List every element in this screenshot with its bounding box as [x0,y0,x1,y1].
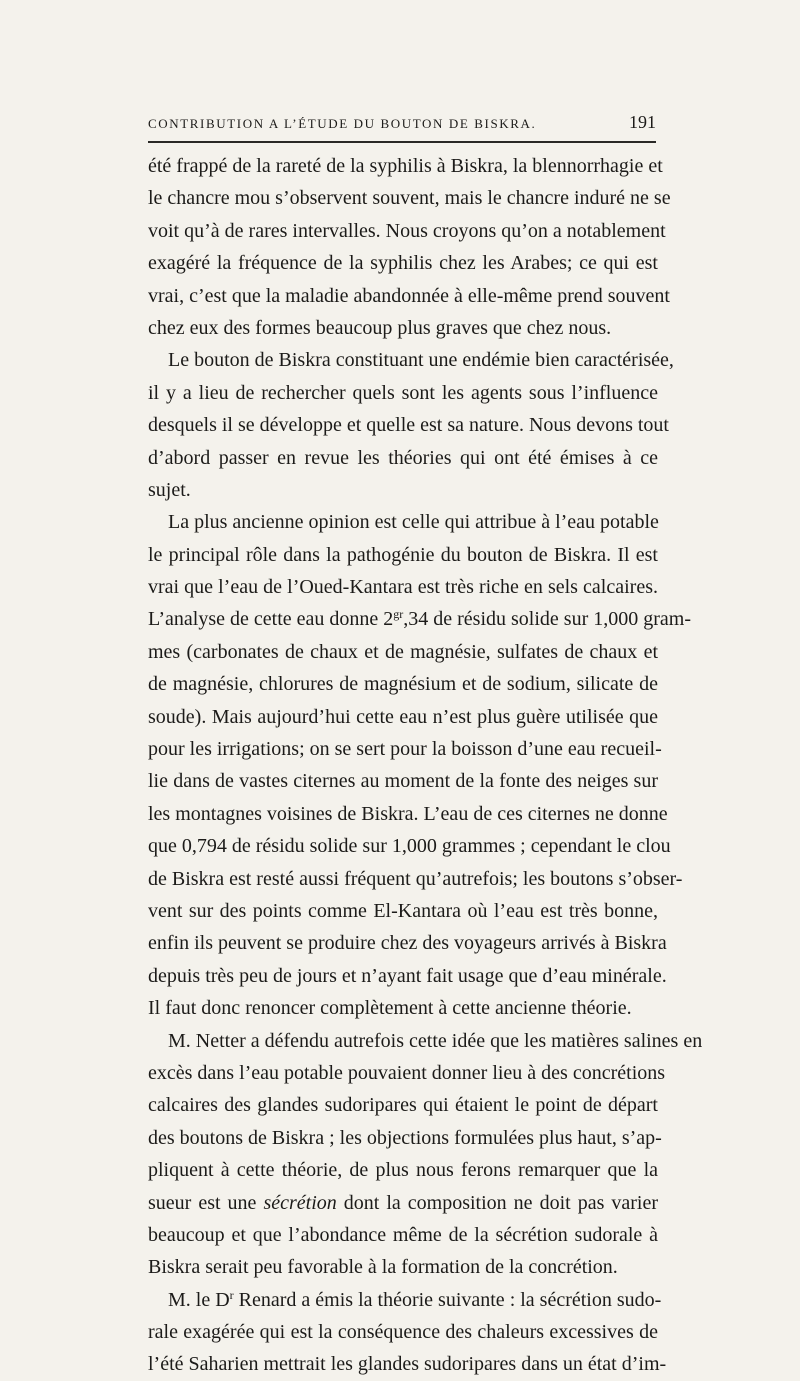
text-line [148,1057,666,1089]
text-segment: M. le D [168,1288,230,1311]
text-line [148,765,658,797]
text-segment: pour les irrigations; on se sert pour la boisson d’une eau recueil- [148,738,662,761]
text-line [148,280,670,312]
text-segment: rale exagérée qui est la conséquence des chaleurs excessives de [148,1321,658,1344]
text-segment: il y a lieu de rechercher quels sont les agents sous l’influence [148,381,658,404]
text-line [148,733,662,765]
text-segment: enfin ils peuvent se produire chez des voyageurs arrivés à Biskra [148,932,667,955]
text-line [148,1316,658,1348]
text-segment: calcaires des glandes sudoripares qui étaient le point de départ [148,1094,658,1117]
text-line [148,927,667,959]
text-line [148,1251,658,1283]
text-segment: que 0,794 de résidu solide sur 1,000 grammes ; cependant le clou [148,835,671,858]
text-segment: desquels il se développe et quelle est sa nature. Nous devons tout [148,414,669,437]
text-segment: soude). Mais aujourd’hui cette eau n’est plus guère utilisée que [148,705,658,728]
text-line [148,377,658,409]
text-segment: Biskra serait peu favorable à la formation de la concrétion. [148,1256,618,1279]
text-segment: vrai, c’est que la maladie abandonnée à elle-même prend souvent [148,284,670,307]
text-line [148,603,691,635]
text-line [148,215,666,247]
text-segment: l’été Saharien mettrait les glandes sudoripares dans un état d’im- [148,1353,667,1376]
text-line [148,1025,703,1057]
text-line [148,312,658,344]
text-segment: L’analyse de cette eau donne 2 [148,608,394,631]
text-segment: le chancre mou s’observent souvent, mais le chancre induré ne se [148,187,671,210]
text-line [148,798,668,830]
text-line [148,701,658,733]
text-segment: Il faut donc renoncer complètement à cette ancienne théorie. [148,997,632,1020]
text-line [148,1089,658,1121]
text-line [148,895,658,927]
text-line [148,344,674,376]
text-segment: d’abord passer en revue les théories qui ont été émises à ce [148,446,658,469]
body-text [148,150,703,1381]
text-segment: chez eux des formes beaucoup plus graves que chez nous. [148,316,612,339]
text-segment: La plus ancienne opinion est celle qui attribue à l’eau potable [168,511,659,534]
text-segment: sujet. [148,478,191,501]
text-line [148,571,658,603]
text-line [148,636,658,668]
text-line [148,247,658,279]
text-line [148,992,658,1024]
text-segment: depuis très peu de jours et n’ayant fait usage que d’eau minérale. [148,964,667,987]
text-line [148,1154,658,1186]
text-segment: été frappé de la rareté de la syphilis à Biskra, la blennorrhagie et [148,155,663,177]
text-line [148,1219,658,1251]
text-segment: de Biskra est resté aussi fréquent qu’autrefois; les boutons s’obser- [148,867,683,890]
text-line [148,409,669,441]
italic-term: sécrétion [263,1191,337,1214]
text-line [148,539,658,571]
text-segment: pliquent à cette théorie, de plus nous ferons remarquer que la [148,1159,658,1182]
text-segment: excès dans l’eau potable pouvaient donner lieu à des concrétions [148,1061,666,1084]
text-line [148,830,671,862]
text-line [148,960,667,992]
text-segment: beaucoup et que l’abondance même de la sécrétion sudorale à [148,1223,658,1246]
text-line [148,442,658,474]
text-segment: les montagnes voisines de Biskra. L’eau de ces citernes ne donne [148,802,668,825]
text-line [148,668,658,700]
text-segment: le principal rôle dans la pathogénie du bouton de Biskra. Il est [148,543,658,566]
running-head: CONTRIBUTION A L’ÉTUDE DU BOUTON DE BISKRA. [148,116,537,131]
text-line [148,150,663,182]
text-line [148,474,658,506]
text-line [148,506,658,538]
text-segment: lie dans de vastes citernes au moment de la fonte des neiges sur [148,770,658,793]
text-line [148,1187,658,1219]
text-segment: Renard a émis la théorie suivante : la sécrétion sudo- [233,1288,662,1311]
text-segment: mes (carbonates de chaux et de magnésie, sulfates de chaux et [148,640,658,663]
superscript: r [229,1287,234,1302]
text-segment: ,34 de résidu solide sur 1,000 gram- [403,608,691,631]
text-line [148,1348,667,1380]
text-line [148,1284,662,1316]
text-segment: sueur est une [148,1191,264,1214]
text-segment: vrai que l’eau de l’Oued-Kantara est très riche en sels calcaires. [148,576,658,599]
text-segment: M. Netter a défendu autrefois cette idée que les matières salines en [168,1029,703,1052]
text-segment: vent sur des points comme El-Kantara où l’eau est très bonne, [148,899,658,922]
text-segment: de magnésie, chlorures de magnésium et de sodium, silicate de [148,673,658,696]
text-line [148,1122,662,1154]
text-line [148,182,671,214]
superscript: gr [393,607,404,622]
text-segment: voit qu’à de rares intervalles. Nous croyons qu’on a notablement [148,219,666,242]
text-line [148,863,683,895]
text-segment: dont la composition ne doit pas varier [336,1191,658,1214]
text-segment: Le bouton de Biskra constituant une endémie bien caractérisée, [168,349,674,372]
text-segment: des boutons de Biskra ; les objections formulées plus haut, s’ap- [148,1126,662,1149]
text-segment: exagéré la fréquence de la syphilis chez les Arabes; ce qui est [148,252,658,275]
page-number: 191 [629,112,656,132]
page-header [148,112,656,138]
header-rule [148,141,656,143]
